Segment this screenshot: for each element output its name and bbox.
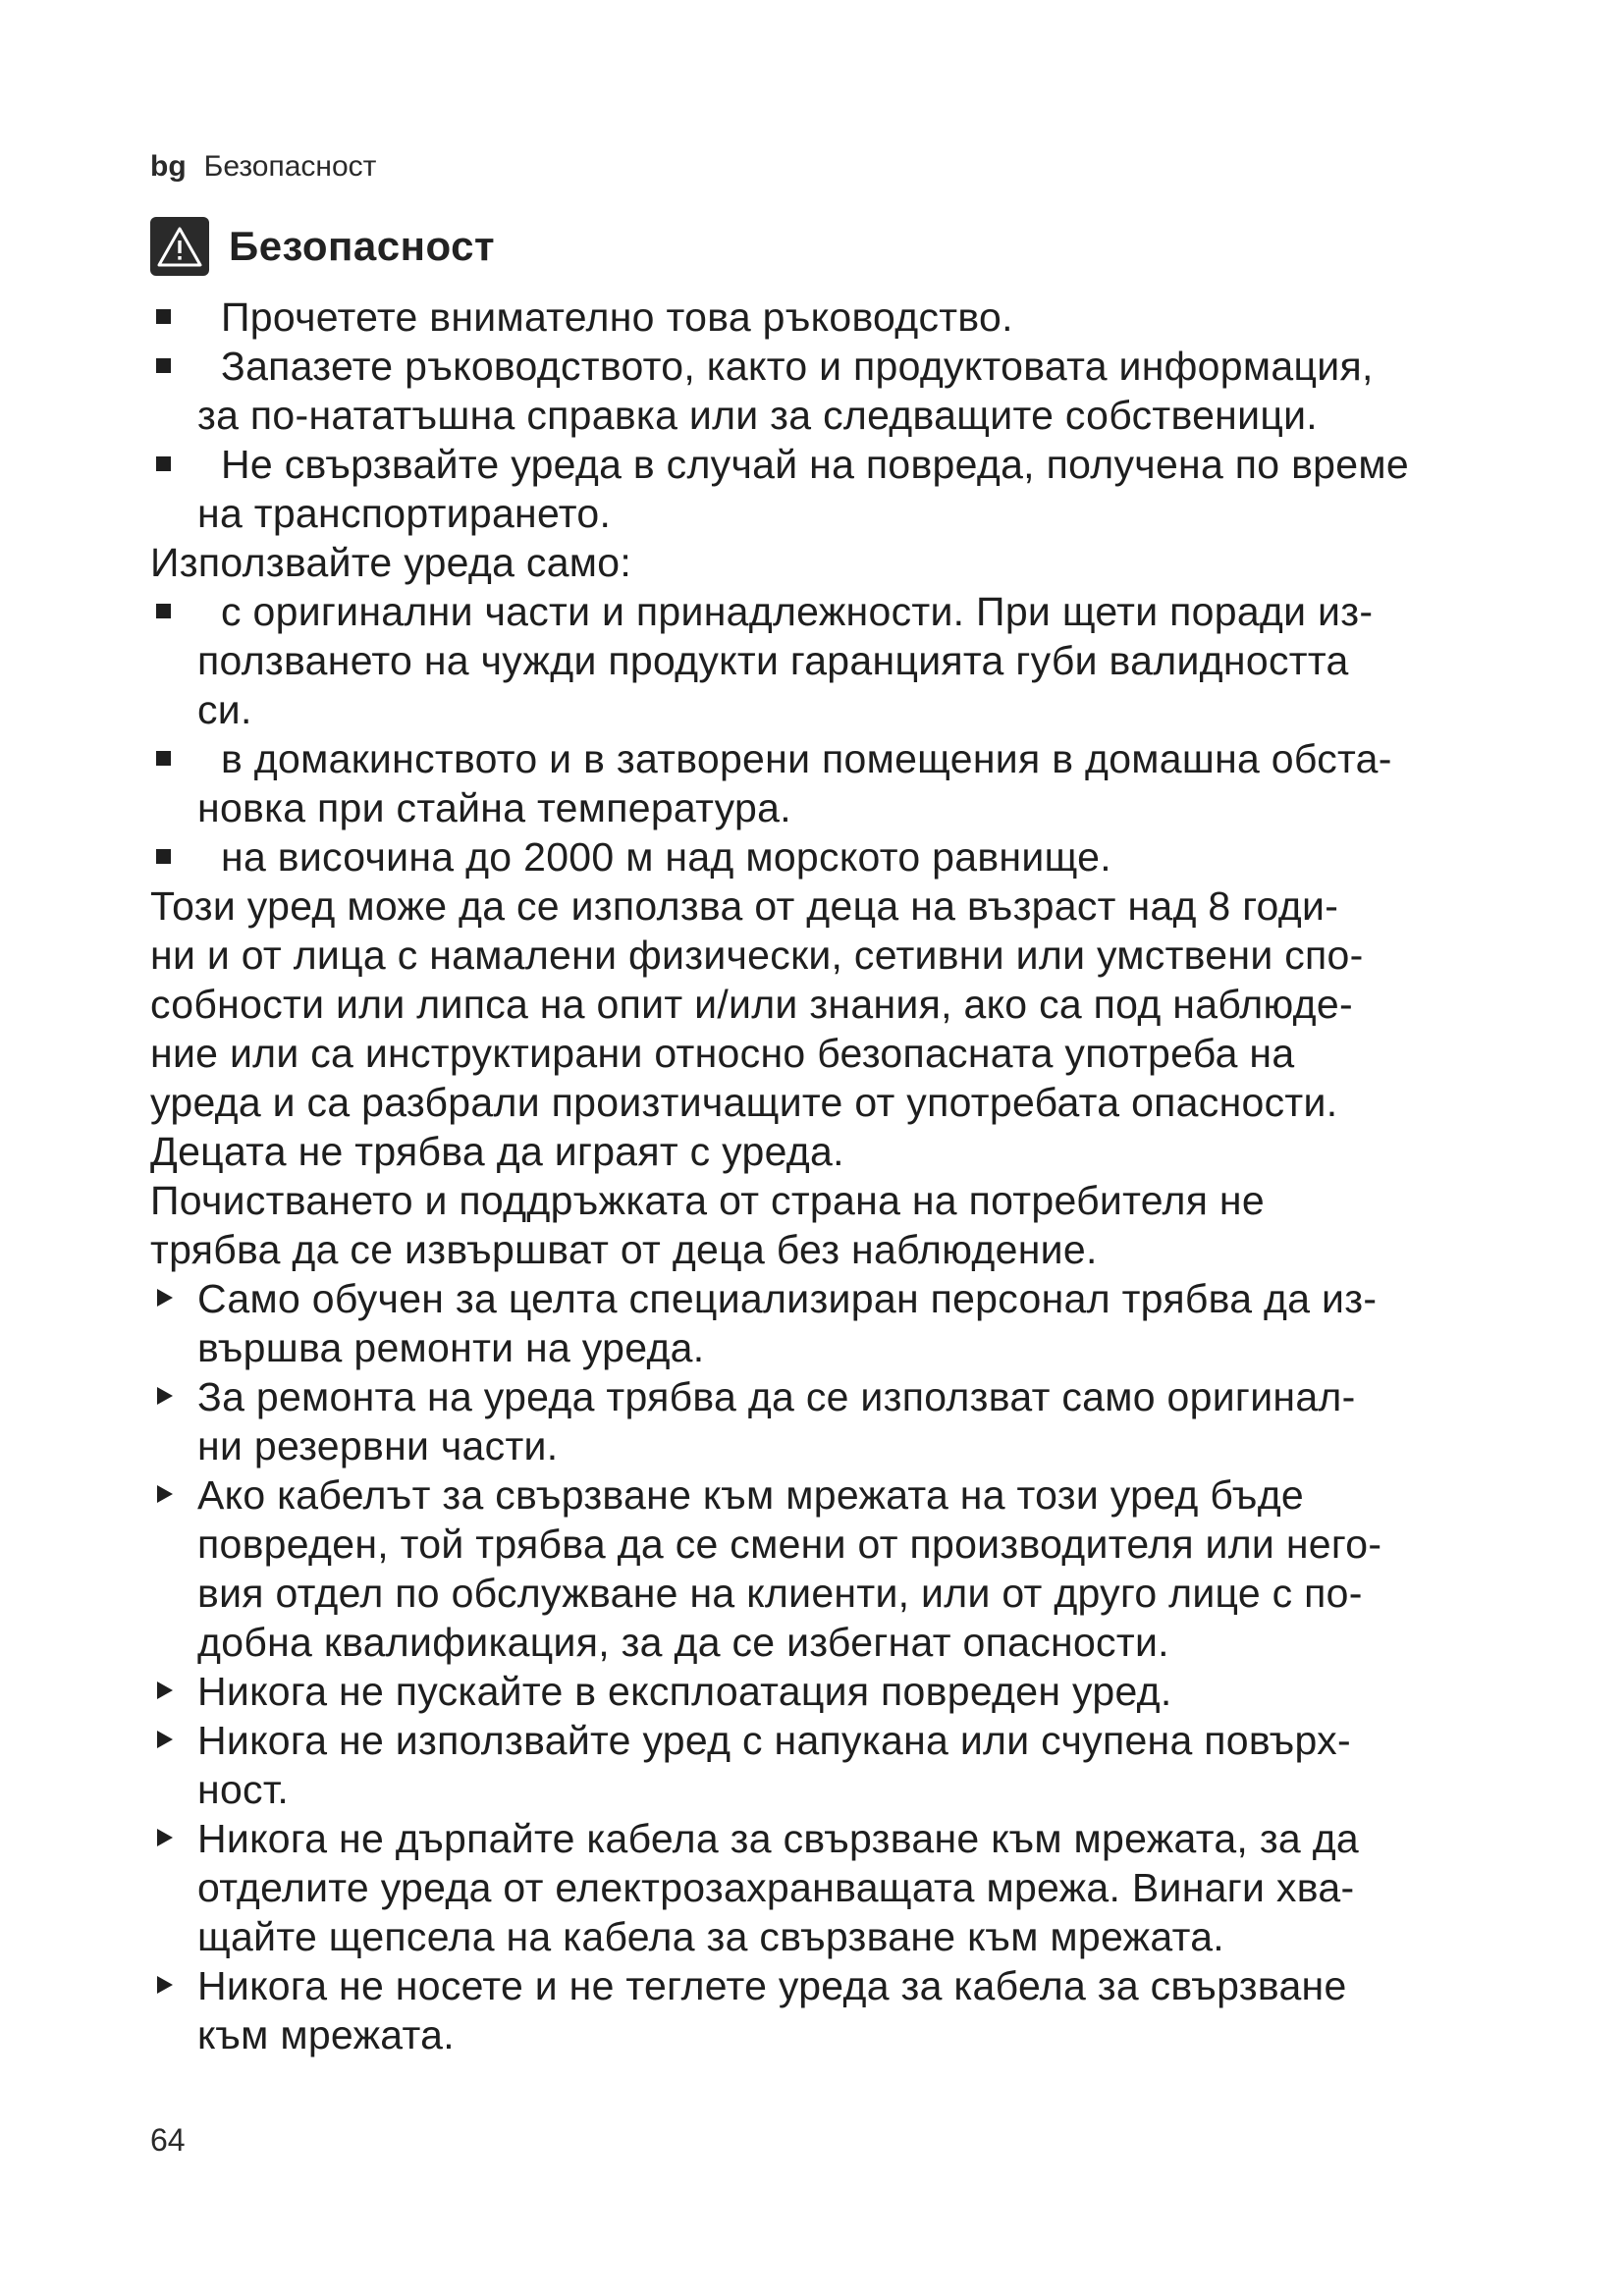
text-line: Никога не носете и не теглете уреда за кабела за свързване [197, 1963, 1347, 2008]
square-bullet-icon [156, 358, 171, 373]
language-code: bg [150, 150, 187, 183]
text-line: в домакинството и в затворени помещения в домашна обста- [221, 736, 1392, 781]
page-number: 64 [150, 2122, 186, 2158]
instruction-item [150, 1716, 1544, 1814]
text-line: Почистването и поддръжката от страна на потребителя не [150, 1178, 1265, 1223]
section-title: Безопасност [229, 223, 496, 269]
text-line: Децата не трябва да играят с уреда. [150, 1129, 844, 1174]
text-line: ни и от лица с намалени физически, сетивни или умствени спо- [150, 933, 1364, 978]
text-line: За ремонта на уреда трябва да се използват само оригинал- [197, 1374, 1356, 1419]
text-line: трябва да се извършват от деца без наблюдение. [150, 1227, 1098, 1272]
text-line: Запазете ръководството, както и продуктовата информация, [221, 344, 1374, 389]
paragraph [150, 881, 1544, 1176]
paragraph [150, 538, 1544, 587]
text-line: Този уред може да се използва от деца на възраст над 8 годи- [150, 883, 1339, 929]
instruction-item [150, 1667, 1544, 1716]
text-line: на транспортирането. [197, 491, 612, 536]
header-section-name: Безопасност [203, 150, 377, 183]
bullet-item [150, 293, 1544, 342]
text-line: новка при стайна температура. [197, 785, 791, 830]
instruction-item [150, 1372, 1544, 1470]
text-line: вия отдел по обслужване на клиенти, или от друго лице с по- [197, 1571, 1363, 1616]
text-line: вършва ремонти на уреда. [197, 1325, 705, 1370]
text-line: за по-нататъшна справка или за следващите собственици. [197, 393, 1318, 438]
text-line: си. [197, 687, 252, 732]
triangle-bullet-icon [157, 1387, 173, 1405]
text-line: Прочетете внимателно това ръководство. [221, 294, 1013, 340]
running-header [150, 147, 1544, 187]
safety-content [150, 293, 1544, 2059]
bullet-item [150, 342, 1544, 440]
square-bullet-icon [156, 309, 171, 324]
square-bullet-icon [156, 456, 171, 471]
text-line: Не свързвайте уреда в случай на повреда, получена по време [221, 442, 1409, 487]
text-line: Само обучен за целта специализиран персонал трябва да из- [197, 1276, 1378, 1321]
square-bullet-icon [156, 751, 171, 766]
section-heading [150, 216, 1544, 277]
text-line: отделите уреда от електрозахранващата мрежа. Винаги хва- [197, 1865, 1355, 1910]
text-line: Ако кабелът за свързване към мрежата на този уред бъде [197, 1472, 1305, 1518]
text-line: добна квалификация, за да се избегнат опасности. [197, 1620, 1169, 1665]
bullet-item [150, 832, 1544, 881]
bullet-item [150, 440, 1544, 538]
text-line: повреден, той трябва да се смени от производителя или него- [197, 1522, 1382, 1567]
instruction-item [150, 1961, 1544, 2059]
square-bullet-icon [156, 849, 171, 864]
text-line: ползването на чужди продукти гаранцията губи валидността [197, 638, 1349, 683]
text-line: Използвайте уреда само: [150, 540, 632, 585]
text-line: на височина до 2000 м над морското равнище. [221, 834, 1111, 880]
text-line: уреда и са разбрали произтичащите от употребата опасности. [150, 1080, 1338, 1125]
text-line: собности или липса на опит и/или знания, ако са под наблюде- [150, 982, 1353, 1027]
text-line: ност. [197, 1767, 290, 1812]
warning-triangle-icon [150, 217, 209, 276]
text-line: с оригинални части и принадлежности. При щети поради из- [221, 589, 1374, 634]
triangle-bullet-icon [157, 1976, 173, 1994]
paragraph [150, 1176, 1544, 1274]
text-line: Никога не пускайте в експлоатация повреден уред. [197, 1669, 1172, 1714]
triangle-bullet-icon [157, 1289, 173, 1307]
bullet-item [150, 587, 1544, 734]
instruction-item [150, 1470, 1544, 1667]
text-line: Никога не използвайте уред с напукана или счупена повърх- [197, 1718, 1351, 1763]
triangle-bullet-icon [157, 1829, 173, 1846]
text-line: Никога не дърпайте кабела за свързване към мрежата, за да [197, 1816, 1360, 1861]
triangle-bullet-icon [157, 1485, 173, 1503]
bullet-item [150, 734, 1544, 832]
instruction-item [150, 1274, 1544, 1372]
text-line: към мрежата. [197, 2012, 455, 2057]
square-bullet-icon [156, 604, 171, 618]
page [150, 147, 1544, 2059]
text-line: ни резервни части. [197, 1423, 559, 1468]
text-line: ние или са инструктирани относно безопасната употреба на [150, 1031, 1295, 1076]
text-line: щайте щепсела на кабела за свързване към мрежата. [197, 1914, 1224, 1959]
instruction-item [150, 1814, 1544, 1961]
triangle-bullet-icon [157, 1682, 173, 1699]
triangle-bullet-icon [157, 1731, 173, 1748]
